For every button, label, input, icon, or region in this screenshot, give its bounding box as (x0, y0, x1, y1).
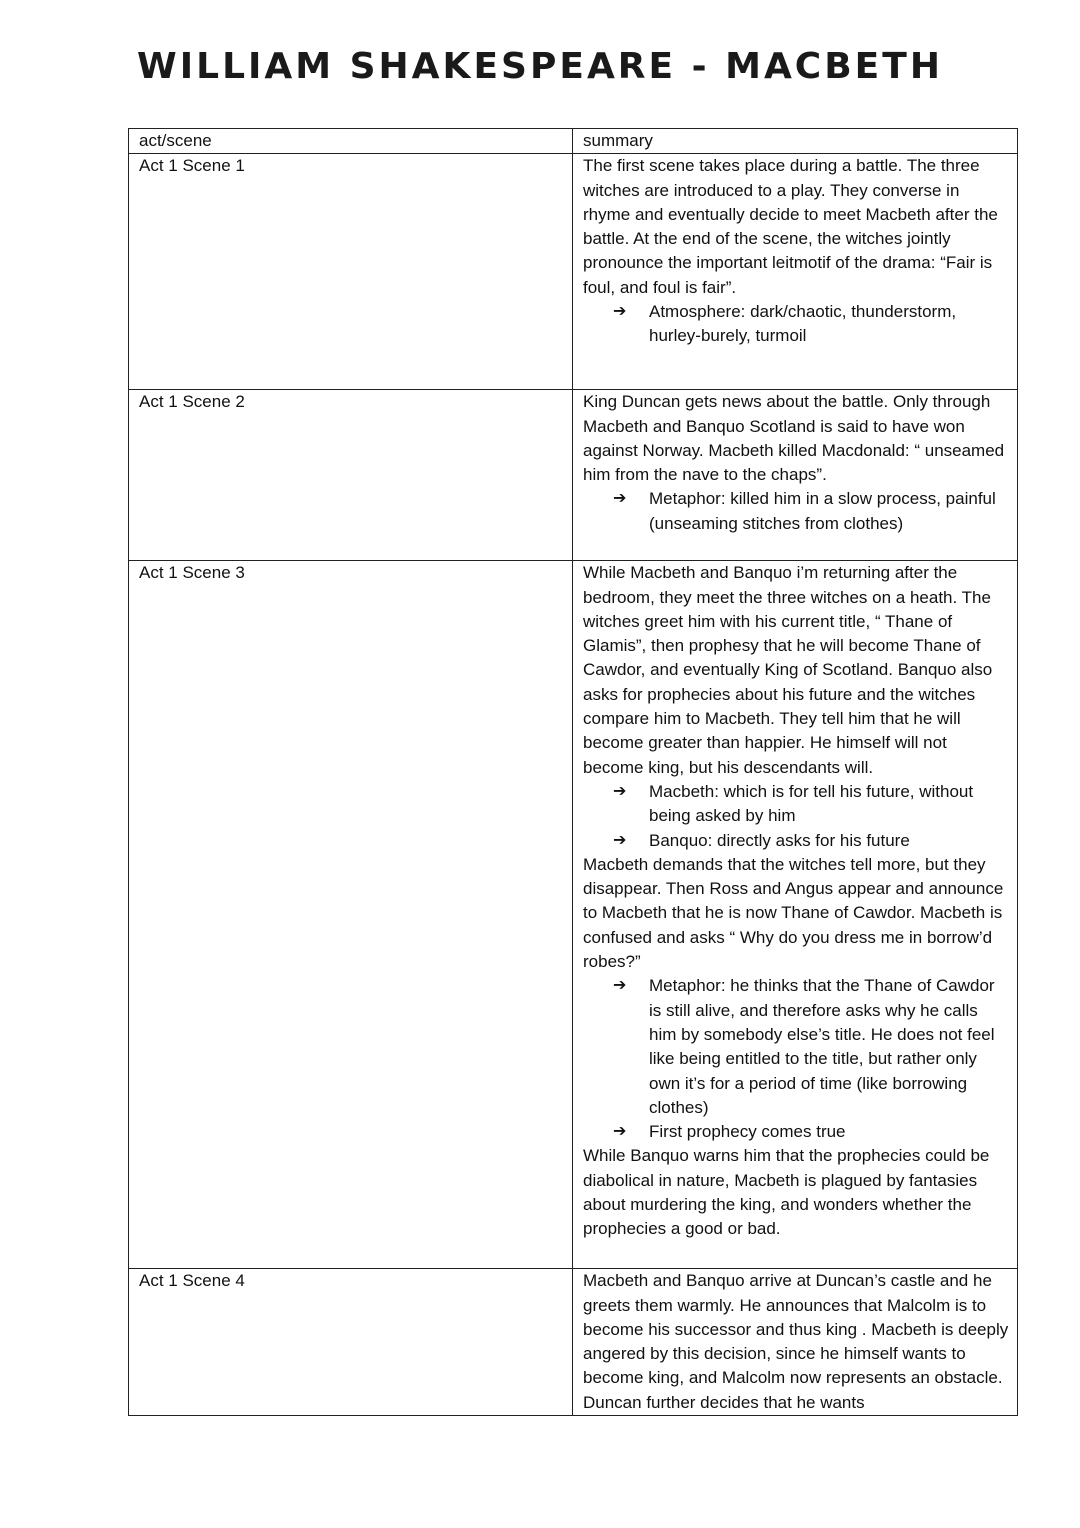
arrow-bullet (583, 1120, 1009, 1144)
arrow-right-icon: ➔ (613, 977, 627, 995)
summary-paragraph: While Macbeth and Banquo i’m returning after the bedroom, they meet the three witches on a heath. The witches greet him with his current title, “ Thane of Glamis”, then prophesy that he will become Thane of Cawdor, and eventually King of Scotland. Banquo also asks for prophecies about his future and the witches compare him to Macbeth. They tell him that he will become greater than happier. He himself will not become king, but his descendants will. (583, 563, 993, 777)
bullet-text: First prophecy comes true (649, 1122, 846, 1142)
header-act-scene: act/scene (129, 129, 573, 154)
arrow-right-icon: ➔ (613, 303, 627, 321)
summary-paragraph: While Banquo warns him that the prophecies could be diabolical in nature, Macbeth is plagued by fantasies about murdering the king, and wonders whether the prophecies a good or bad. (583, 1146, 990, 1239)
arrow-right-icon: ➔ (613, 831, 627, 849)
table-row (129, 561, 1018, 1269)
scene-cell: Act 1 Scene 2 (129, 390, 573, 561)
summary-cell (573, 561, 1018, 1269)
arrow-bullet (583, 300, 1009, 349)
arrow-bullet (583, 974, 1009, 1120)
summary-cell (573, 390, 1018, 561)
scene-cell: Act 1 Scene 4 (129, 1269, 573, 1416)
bullet-text: Atmosphere: dark/chaotic, thunderstorm, hurley-burely, turmoil (649, 302, 957, 346)
arrow-right-icon: ➔ (613, 490, 627, 508)
table-row (129, 390, 1018, 561)
summary-paragraph: Macbeth and Banquo arrive at Duncan’s castle and he greets them warmly. He announces that Malcolm is to become his successor and thus king . Macbeth is deeply angered by this decision, since he himself wants to become king, and Malcolm now represents an obstacle. Duncan further decides that he wants (583, 1271, 1009, 1412)
bullet-text: Metaphor: killed him in a slow process, painful (unseaming stitches from clothes) (649, 489, 996, 533)
bullet-text: Banquo: directly asks for his future (649, 830, 910, 850)
header-summary: summary (573, 129, 1018, 154)
summary-paragraph: The first scene takes place during a battle. The three witches are introduced to a play. They converse in rhyme and eventually decide to meet Macbeth after the battle. At the end of the scene, the witches jointly pronounce the important leitmotif of the drama: “Fair is foul, and foul is fair”. (583, 156, 998, 297)
summary-cell (573, 154, 1018, 390)
summary-cell (573, 1269, 1018, 1416)
scene-cell: Act 1 Scene 3 (129, 561, 573, 1269)
bullet-text: Metaphor: he thinks that the Thane of Cawdor is still alive, and therefore asks why he calls him by somebody else’s title. He does not feel like being entitled to the title, but rather only own it’s for a period of time (like borrowing clothes) (649, 976, 995, 1117)
table-header-row (129, 129, 1018, 154)
bullet-text: Macbeth: which is for tell his future, without being asked by him (649, 781, 974, 826)
page-title: WILLIAM SHAKESPEARE - MACBETH (137, 46, 943, 87)
table-row (129, 154, 1018, 390)
arrow-bullet (583, 487, 1009, 536)
arrow-bullet (583, 780, 1009, 829)
table-row (129, 1269, 1018, 1416)
scene-cell: Act 1 Scene 1 (129, 154, 573, 390)
arrow-right-icon: ➔ (613, 782, 627, 800)
arrow-right-icon: ➔ (613, 1123, 627, 1141)
summary-paragraph: King Duncan gets news about the battle. Only through Macbeth and Banquo Scotland is said to have won against Norway. Macbeth killed Macdonald: “ unseamed him from the nave to the chaps”. (583, 392, 1005, 485)
summary-table (128, 128, 1018, 1416)
summary-paragraph: Macbeth demands that the witches tell more, but they disappear. Then Ross and Angus appear and announce to Macbeth that he is now Thane of Cawdor. Macbeth is confused and asks “ Why do you dress me in borrow’d robes?” (583, 854, 1004, 972)
arrow-bullet (583, 829, 1009, 853)
